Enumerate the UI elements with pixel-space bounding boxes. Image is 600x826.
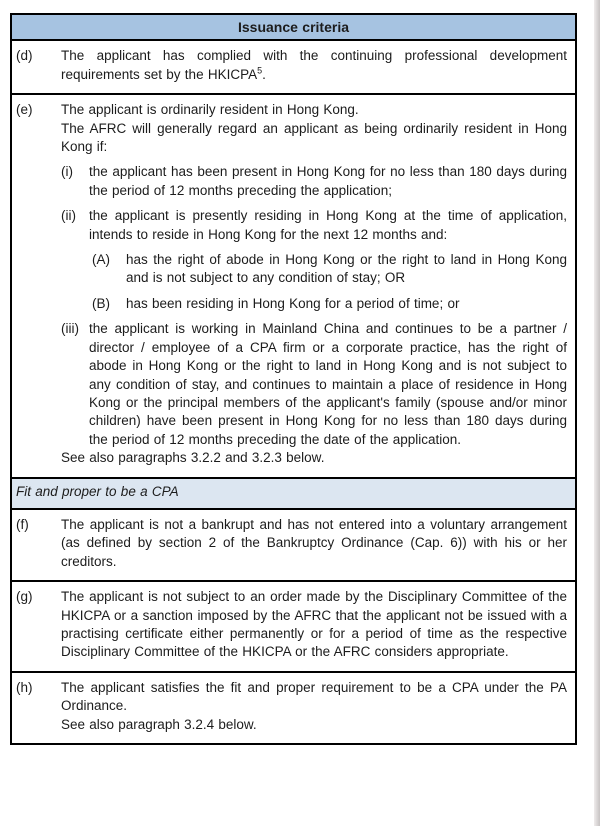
sub-list-item-B [92,295,567,313]
row-h-text: The applicant satisfies the fit and proper requirement to be a CPA under the PA Ordinance. [61,679,567,714]
list-marker: (i) [61,164,73,180]
see-also-note: See also paragraphs 3.2.2 and 3.2.3 below. [61,450,325,466]
table-row-g [12,582,575,673]
row-label: (h) [16,679,33,695]
scan-edge-shadow [594,0,600,826]
list-item-text [89,207,567,313]
list-item-i [61,163,567,200]
row-d-period: . [262,66,266,82]
row-text: The applicant is not a bankrupt and has not entered into a voluntary arrangement (as defined by section 2 of the Bankruptcy Ordinance (Cap. 6)) with his or her creditors. [61,516,567,569]
table-row-f [12,510,575,582]
row-label: (d) [16,48,33,64]
table-subheader-fit-and-proper: Fit and proper to be a CPA [12,479,575,510]
list-item-iii [61,320,567,449]
list-marker: (iii) [61,321,79,337]
row-d-text: The applicant has complied with the continuing professional development requirements set by the HKICPA [61,48,567,82]
row-text [61,679,567,734]
list-marker: (B) [92,295,110,311]
sub-list [92,251,567,313]
see-also-note: See also paragraph 3.2.4 below. [61,716,257,732]
footnote-reference: 5 [257,65,263,76]
list-marker: (ii) [61,208,76,224]
list-item-text: has been residing in Hong Kong for a period of time; or [126,295,460,311]
table-header-issuance-criteria: Issuance criteria [12,15,575,41]
list-item-text: has the right of abode in Hong Kong or the right to land in Hong Kong and is not subject to any condition of stay; OR [126,252,567,286]
table-row-d [12,41,575,95]
row-e-paragraph-1: The applicant is ordinarily resident in Hong Kong. [61,102,359,118]
row-label: (g) [16,589,33,605]
list-marker: (A) [92,252,110,268]
row-label: (f) [16,516,29,532]
table-row-e [12,95,575,478]
row-label: (e) [16,102,33,118]
row-e-paragraph-2: The AFRC will generally regard an applicant as being ordinarily resident in Hong Kong if: [61,120,567,155]
row-text: The applicant is not subject to an order made by the Disciplinary Committee of the HKICPA or a sanction imposed by the AFRC that the applicant not be issued with a practising certificate either permanently or for a period of time as the respective Disciplinary Committee of the HKICPA or the AFRC considers appropriate. [61,589,567,660]
row-text [61,47,567,84]
list-item-ii [61,207,567,313]
table-row-h [12,673,575,743]
sub-list-item-A [92,251,567,288]
list-item-ii-text: the applicant is presently residing in Hong Kong at the time of application, intends to reside in Hong Kong for the next 12 months and: [89,208,567,242]
list-item-text: the applicant is working in Mainland China and continues to be a partner / director / employee of a CPA firm or a corporate practice, has the right of abode in Hong Kong or the right to land in Hong Kong and is not subject to any condition of stay, and continues to maintain a place of residence in Hong Kong or the principal members of the applicant's family (spouse and/or minor children) have been present in Hong Kong for no less than 180 days during the period of 12 months preceding the date of the application. [89,321,567,447]
list-item-text: the applicant has been present in Hong Kong for no less than 180 days during the period of 12 months preceding the application; [89,164,567,198]
row-text [61,101,567,467]
issuance-criteria-table [10,13,577,745]
